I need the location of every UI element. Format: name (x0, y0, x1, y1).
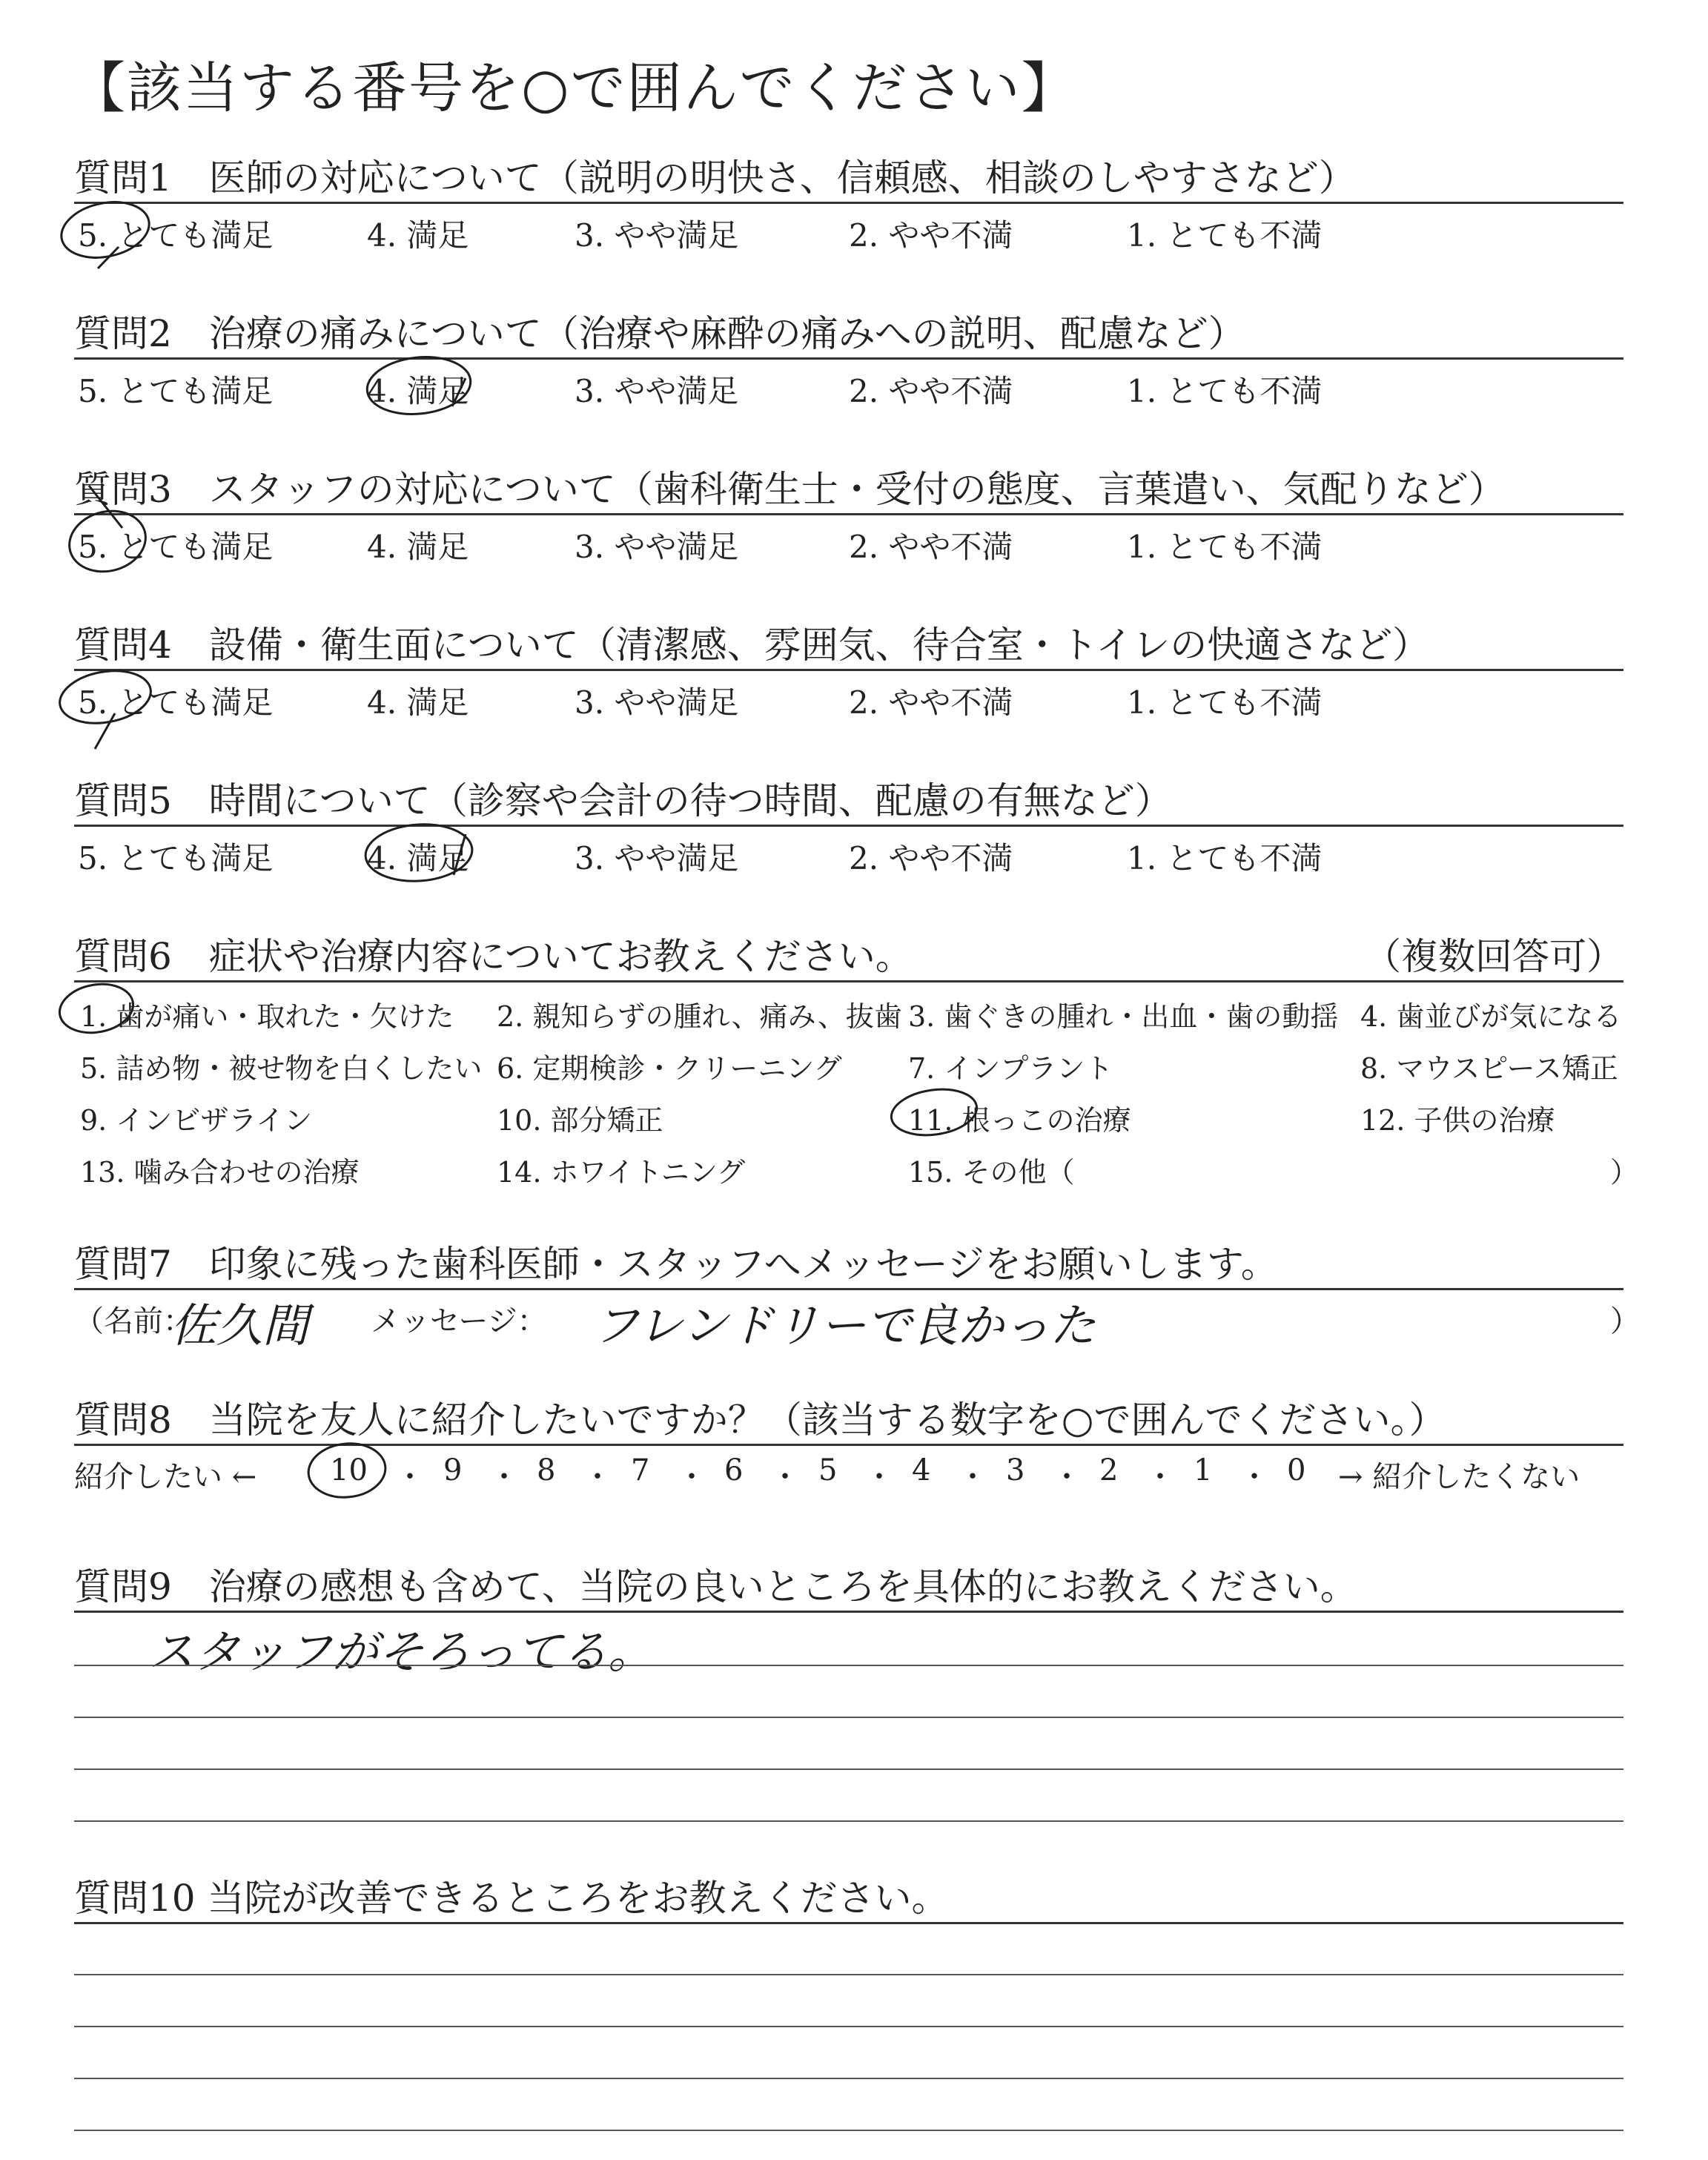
q6-title: 質問6 症状や治療内容についてお教えください。 (74, 935, 913, 978)
q8-scale-4[interactable]: 4 (912, 1453, 931, 1487)
q4-title: 質問4 設備・衛生面について（清潔感、雰囲気、待合室・トイレの快適さなど） (74, 624, 1430, 667)
q8-scale-dot: ・ (489, 1460, 519, 1494)
q8-title: 質問8 当院を友人に紹介したいですか？（該当する数字を○で囲んでください。） (74, 1398, 1446, 1441)
q2-option-3[interactable]: 3. やや満足 (575, 373, 739, 409)
q5-option-5[interactable]: 5. とても満足 (78, 840, 274, 876)
q8-scale-10[interactable]: 10 (330, 1453, 368, 1487)
q6-item-6[interactable]: 6. 定期検診・クリーニング (497, 1052, 842, 1085)
q7-title: 質問7 印象に残った歯科医師・スタッフへメッセージをお願いします。 (74, 1243, 1278, 1286)
q8-scale-dot: ・ (1052, 1460, 1082, 1494)
q5-option-1[interactable]: 1. とても不満 (1127, 840, 1323, 876)
q2-rule (74, 357, 1623, 360)
q6-item-12[interactable]: 12. 子供の治療 (1360, 1104, 1555, 1137)
q8-scale-dot: ・ (395, 1460, 425, 1494)
q1-option-3[interactable]: 3. やや満足 (575, 217, 739, 254)
q6-item-4[interactable]: 4. 歯並びが気になる (1360, 1000, 1622, 1033)
q6-item-5[interactable]: 5. 詰め物・被せ物を白くしたい (80, 1052, 483, 1085)
q10-answer-line (74, 2026, 1623, 2027)
q3-option-5[interactable]: 5. とても満足 (78, 529, 274, 565)
q4-option-2[interactable]: 2. やや不満 (849, 684, 1013, 721)
q6-item-13[interactable]: 13. 噛み合わせの治療 (80, 1156, 360, 1189)
q1-option-5[interactable]: 5. とても満足 (78, 217, 274, 254)
q7-close-paren: ） (1610, 1304, 1640, 1338)
q2-option-2[interactable]: 2. やや不満 (849, 373, 1013, 409)
q8-scale-7[interactable]: 7 (631, 1453, 650, 1487)
q8-scale-6[interactable]: 6 (724, 1453, 744, 1487)
q6-item-3[interactable]: 3. 歯ぐきの腫れ・出血・歯の動揺 (908, 1000, 1339, 1033)
q6-item-11[interactable]: 11. 根っこの治療 (908, 1104, 1131, 1137)
q8-scale-5[interactable]: 5 (818, 1453, 838, 1487)
q8-scale-dot: ・ (1239, 1460, 1269, 1494)
q1-option-4[interactable]: 4. 満足 (367, 217, 469, 254)
q2-title: 質問2 治療の痛みについて（治療や麻酔の痛みへの説明、配慮など） (74, 312, 1245, 355)
q8-left-label: 紹介したい ← (74, 1460, 257, 1494)
q3-option-4[interactable]: 4. 満足 (367, 529, 469, 565)
q5-rule (74, 825, 1623, 827)
q6-item-8[interactable]: 8. マウスピース矯正 (1360, 1052, 1618, 1085)
q6-item-9[interactable]: 9. インビザライン (80, 1104, 313, 1137)
q1-title: 質問1 医師の対応について（説明の明快さ、信頼感、相談のしやすさなど） (74, 156, 1356, 199)
q10-rule (74, 1922, 1623, 1924)
q4-rule (74, 669, 1623, 671)
q1-option-2[interactable]: 2. やや不満 (849, 217, 1013, 254)
q6-item-7[interactable]: 7. インプラント (908, 1052, 1113, 1085)
page-header: 【該当する番号を○で囲んでください】 (70, 56, 1078, 120)
q6-item-2[interactable]: 2. 親知らずの腫れ、痛み、抜歯 (497, 1000, 902, 1033)
q6-item-15-close: ） (1610, 1156, 1639, 1189)
q2-option-1[interactable]: 1. とても不満 (1127, 373, 1323, 409)
q4-option-3[interactable]: 3. やや満足 (575, 684, 739, 721)
q7-name-label: （名前： (74, 1304, 193, 1338)
q9-answer-line (74, 1665, 1623, 1666)
q4-option-5[interactable]: 5. とても満足 (78, 684, 274, 721)
q10-answer-line (74, 1974, 1623, 1975)
q7-name-value[interactable]: 佐久間 (171, 1298, 309, 1353)
q8-scale-2[interactable]: 2 (1099, 1453, 1119, 1487)
q9-answer-line (74, 1717, 1623, 1718)
q3-title: 質問3 スタッフの対応について（歯科衛生士・受付の態度、言葉遣い、気配りなど） (74, 468, 1506, 511)
q9-answer[interactable]: スタッフがそろってる。 (148, 1625, 655, 1679)
q9-rule (74, 1611, 1623, 1613)
q3-option-1[interactable]: 1. とても不満 (1127, 529, 1323, 565)
q8-scale-1[interactable]: 1 (1194, 1453, 1213, 1487)
q6-item-15[interactable]: 15. その他（ (908, 1156, 1075, 1189)
q3-option-2[interactable]: 2. やや不満 (849, 529, 1013, 565)
q7-message-label: メッセージ： (371, 1304, 547, 1338)
q6-item-10[interactable]: 10. 部分矯正 (497, 1104, 663, 1137)
q3-option-3[interactable]: 3. やや満足 (575, 529, 739, 565)
q8-scale-dot: ・ (677, 1460, 706, 1494)
q9-answer-line (74, 1768, 1623, 1770)
q8-rule (74, 1444, 1623, 1446)
q2-option-4[interactable]: 4. 満足 (367, 373, 469, 409)
q5-option-4[interactable]: 4. 満足 (367, 840, 469, 876)
q8-scale-dot: ・ (1145, 1460, 1175, 1494)
q10-answer-line (74, 2078, 1623, 2079)
q1-rule (74, 202, 1623, 204)
q5-title: 質問5 時間について（診察や会計の待つ時間、配慮の有無など） (74, 779, 1172, 822)
q8-scale-dot: ・ (864, 1460, 894, 1494)
q10-title: 質問10 当院が改善できるところをお教えください。 (74, 1877, 949, 1920)
q7-message-value[interactable]: フレンドリーで良かった (593, 1298, 1096, 1353)
q8-scale-dot: ・ (958, 1460, 987, 1494)
q9-title: 質問9 治療の感想も含めて、当院の良いところを具体的にお教えください。 (74, 1565, 1357, 1608)
q3-rule (74, 513, 1623, 515)
q4-option-4[interactable]: 4. 満足 (367, 684, 469, 721)
q2-option-5[interactable]: 5. とても満足 (78, 373, 274, 409)
q6-item-14[interactable]: 14. ホワイトニング (497, 1156, 746, 1189)
q10-answer-line (74, 2130, 1623, 2131)
q8-scale-0[interactable]: 0 (1287, 1453, 1306, 1487)
q8-scale-9[interactable]: 9 (443, 1453, 463, 1487)
q6-item-1[interactable]: 1. 歯が痛い・取れた・欠けた (80, 1000, 454, 1033)
q5-option-3[interactable]: 3. やや満足 (575, 840, 739, 876)
q8-scale-3[interactable]: 3 (1006, 1453, 1025, 1487)
q8-scale-8[interactable]: 8 (537, 1453, 556, 1487)
q5-option-2[interactable]: 2. やや不満 (849, 840, 1013, 876)
q9-answer-line (74, 1820, 1623, 1822)
q6-rule (74, 980, 1623, 982)
q6-note: （複数回答可） (1364, 935, 1623, 978)
q4-option-1[interactable]: 1. とても不満 (1127, 684, 1323, 721)
q8-scale-dot: ・ (583, 1460, 612, 1494)
q1-option-1[interactable]: 1. とても不満 (1127, 217, 1323, 254)
q8-right-label: → 紹介したくない (1338, 1460, 1580, 1494)
q8-scale-dot: ・ (770, 1460, 800, 1494)
